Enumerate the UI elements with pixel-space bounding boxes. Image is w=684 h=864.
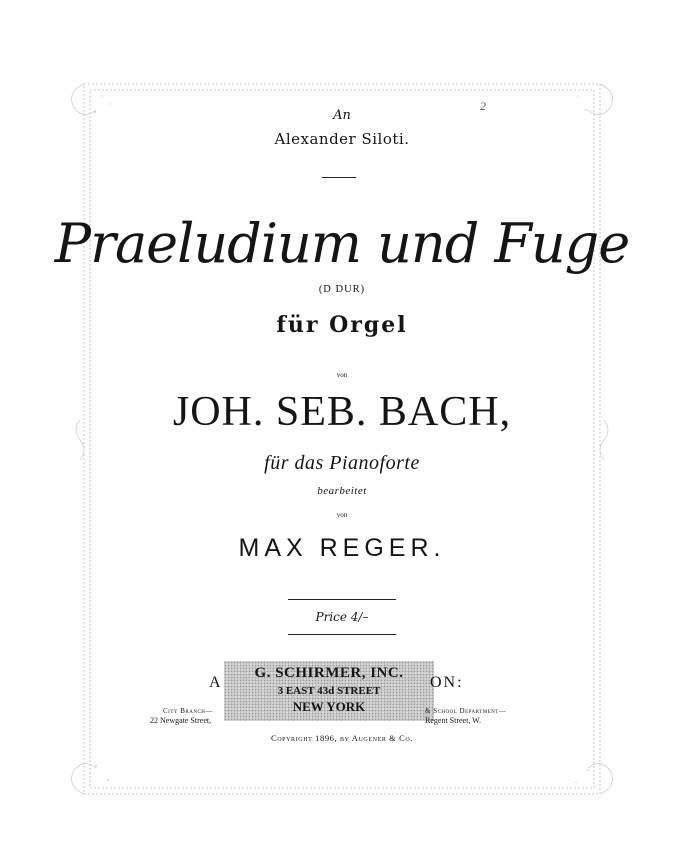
- regent-address: Regent Street, W.: [425, 716, 481, 725]
- instrument-line: für Orgel: [276, 312, 408, 338]
- composer-name: JOH. SEB. BACH,: [172, 389, 512, 435]
- price-label: Price 4/–: [315, 610, 369, 624]
- divider-rule: [322, 177, 356, 178]
- key-signature: (D DUR): [318, 284, 366, 295]
- dedication-prefix: An: [333, 108, 351, 123]
- copyright-line: Copyright 1896, by Augener & Co.: [270, 733, 414, 743]
- stamp-publisher-name: G. SCHIRMER, INC.: [254, 665, 404, 681]
- corner-pencil-mark: 2: [480, 99, 486, 113]
- dedication-name: Alexander Siloti.: [274, 130, 410, 148]
- price-bottom-rule: [288, 634, 396, 635]
- stamp-address: 3 EAST 43d STREET: [277, 685, 381, 697]
- von-label: von: [336, 511, 348, 519]
- price-top-rule: [288, 599, 396, 600]
- page-title: Praeludium und Fuge: [54, 212, 630, 275]
- bearbeitet-label: bearbeitet: [317, 485, 367, 497]
- arrangement-line: für das Pianoforte: [264, 452, 420, 474]
- von-label: von: [336, 371, 348, 379]
- publisher-right-fragment: ON:: [430, 674, 464, 691]
- stamp-city: NEW YORK: [292, 699, 366, 714]
- city-branch-label: City Branch—: [163, 707, 213, 715]
- publisher-left-fragment: A: [209, 674, 221, 691]
- publisher-stamp: [224, 661, 434, 721]
- school-department-label: & School Department—: [425, 707, 507, 715]
- arranger-name: MAX REGER.: [238, 534, 446, 562]
- newgate-address: 22 Newgate Street,: [150, 716, 212, 725]
